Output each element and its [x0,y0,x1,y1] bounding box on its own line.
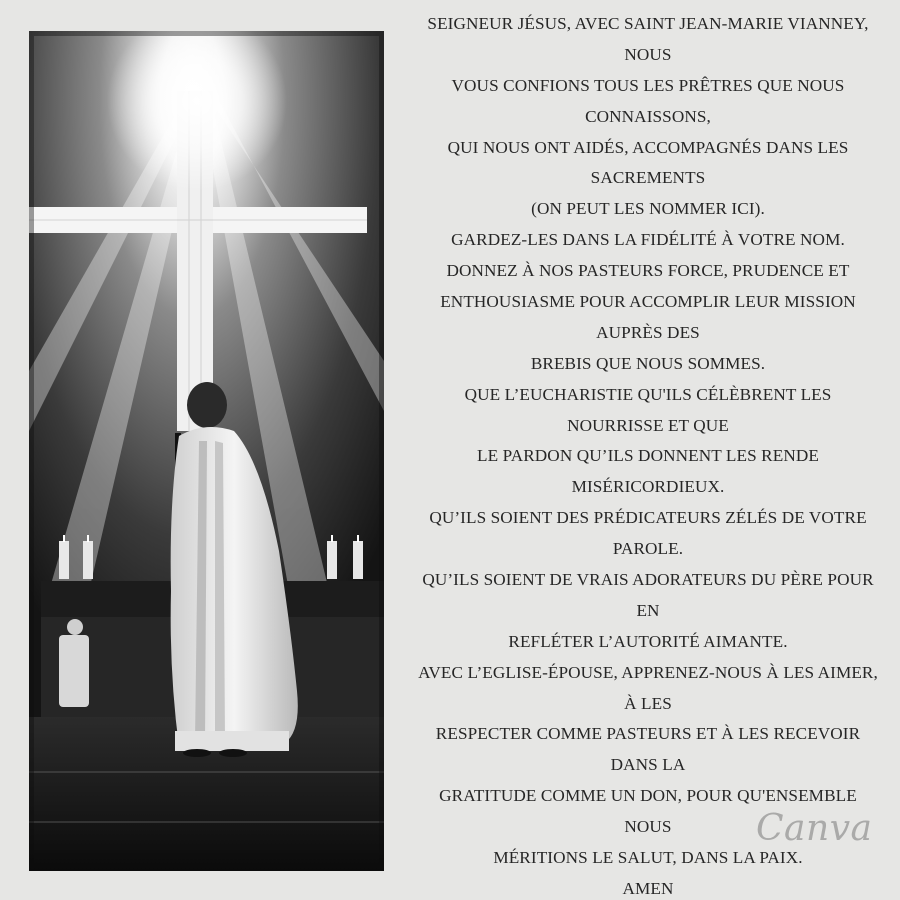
prayer-line: EN [636,600,660,620]
prayer-line: SEIGNEUR JÉSUS, AVEC SAINT JEAN-MARIE VIANNEY, [427,14,869,33]
prayer-line: AMEN [622,878,674,898]
prayer-line: DANS LA [610,755,686,775]
canva-watermark: Canva [756,808,873,849]
prayer-line: À LES [624,693,672,713]
prayer-line: RESPECTER COMME PASTEURS ET À LES RECEVOIR [435,724,861,744]
prayer-line: AUPRÈS DES [596,322,700,342]
prayer-line: MÉRITIONS LE SALUT, DANS LA PAIX. [493,848,803,868]
prayer-line: BREBIS QUE NOUS SOMMES. [530,353,766,373]
prayer-line: NOURRISSE ET QUE [567,415,729,435]
prayer-line: MISÉRICORDIEUX. [571,477,725,497]
prayer-line: NOUS [624,817,672,837]
prayer-line: AVEC L’EGLISE-ÉPOUSE, APPRENEZ-NOUS À LES AIMER, [418,662,878,682]
priest-photo [29,31,384,871]
prayer-line: (ON PEUT LES NOMMER ICI). [531,199,765,219]
prayer-line: GARDEZ-LES DANS LA FIDÉLITÉ À VOTRE NOM. [451,230,845,250]
prayer-line: VOUS CONFIONS TOUS LES PRÊTRES QUE NOUS [451,75,845,95]
prayer-line: NOUS [624,44,672,64]
prayer-line: QU’ILS SOIENT DE VRAIS ADORATEURS DU PÈRE POUR [422,570,874,590]
prayer-line: PAROLE. [612,539,684,559]
prayer-text [386,9,900,900]
prayer-line: CONNAISSONS, [585,106,711,126]
prayer-line: LE PARDON QU’ILS DONNENT LES RENDE [477,446,819,466]
prayer-line: QUI NOUS ONT AIDÉS, ACCOMPAGNÉS DANS LES [447,137,849,157]
prayer-line: ENTHOUSIASME POUR ACCOMPLIR LEUR MISSION [440,292,856,312]
prayer-line: SACREMENTS [590,168,706,188]
prayer-line: GRATITUDE COMME UN DON, POUR QU'ENSEMBLE [439,786,857,806]
prayer-line: QU’ILS SOIENT DES PRÉDICATEURS ZÉLÉS DE VOTRE [429,508,867,528]
prayer-line: DONNEZ À NOS PASTEURS FORCE, PRUDENCE ET [446,261,850,281]
prayer-line: REFLÉTER L’AUTORITÉ AIMANTE. [508,631,788,651]
prayer-line: QUE L’EUCHARISTIE QU'ILS CÉLÈBRENT LES [464,384,832,404]
